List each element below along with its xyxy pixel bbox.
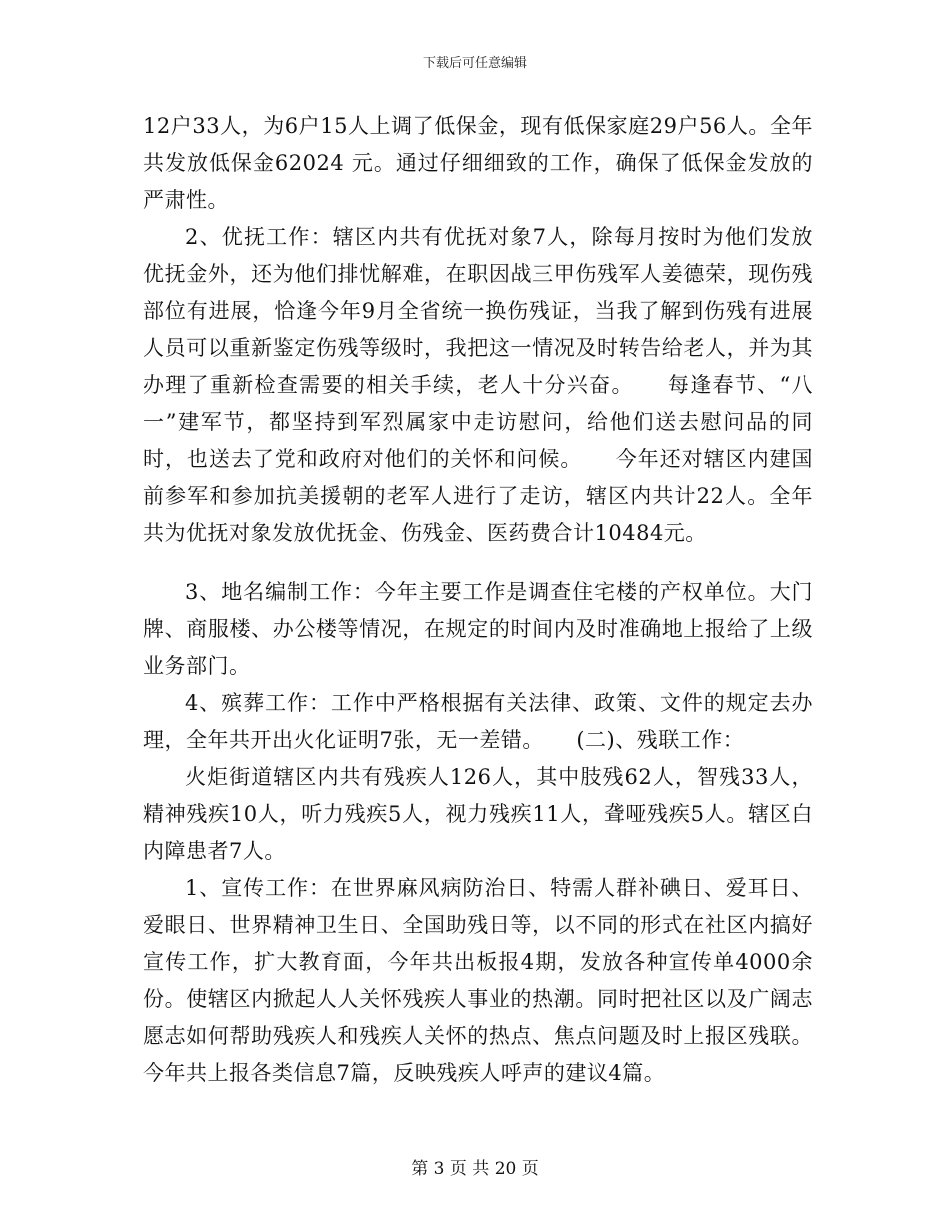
paragraph-disabled-statistics: 火炬街道辖区内共有残疾人126人，其中肢残62人，智残33人，精神残疾10人，听力残疾5人，视力残疾11人，聋哑残疾5人。辖区白内障患者7人。 <box>143 765 813 863</box>
paragraph-gap <box>143 552 813 574</box>
paragraph-low-income-summary: 12户33人，为6户15人上调了低保金，现有低保家庭29户56人。全年共发放低保金62024 元。通过仔细细致的工作，确保了低保金发放的严肃性。 <box>143 114 813 212</box>
header-note: 下载后可任意编辑 <box>422 56 527 71</box>
page-number: 第 3 页 共 20 页 <box>411 1159 539 1179</box>
paragraph-funeral-work: 4、殡葬工作：工作中严格根据有关法律、政策、文件的规定去办理，全年共开出火化证明7张，无一差错。 (二)、残联工作： <box>143 691 813 752</box>
paragraph-publicity-work: 1、宣传工作：在世界麻风病防治日、特需人群补碘日、爱耳日、爱眼日、世界精神卫生日、全国助残日等，以不同的形式在社区内搞好宣传工作，扩大教育面，今年共出板报4期，发放各种宣传单4000余份。使辖区内掀起人人关怀残疾人事业的热潮。同时把社区以及广阔志愿志如何帮助残疾人和残疾人关怀的热点、焦点问题及时上报区残联。今年共上报各类信息7篇，反映残疾人呼声的建议4篇。 <box>143 876 813 1085</box>
document-body <box>143 108 813 1092</box>
paragraph-place-names: 3、地名编制工作：今年主要工作是调查住宅楼的产权单位。大门牌、商服楼、办公楼等情况，在规定的时间内及时准确地上报给了上级业务部门。 <box>143 580 813 678</box>
paragraph-preferential-care: 2、优抚工作：辖区内共有优抚对象7人，除每月按时为他们发放优抚金外，还为他们排忧解难，在职因战三甲伤残军人姜德荣，现伤残部位有进展，恰逢今年9月全省统一换伤残证，当我了解到伤残有进展人员可以重新鉴定伤残等级时，我把这一情况及时转告给老人，并为其办理了重新检查需要的相关手续，老人十分兴奋。 每逢春节、“八一”建军节，都坚持到军烈属家中走访慰问，给他们送去慰问品的同时，也送去了党和政府对他们的关怀和问候。 今年还对辖区内建国前参军和参加抗美援朝的老军人进行了走访，辖区内共计22人。全年共为优抚对象发放优抚金、伤残金、医药费合计10484元。 <box>143 225 813 545</box>
